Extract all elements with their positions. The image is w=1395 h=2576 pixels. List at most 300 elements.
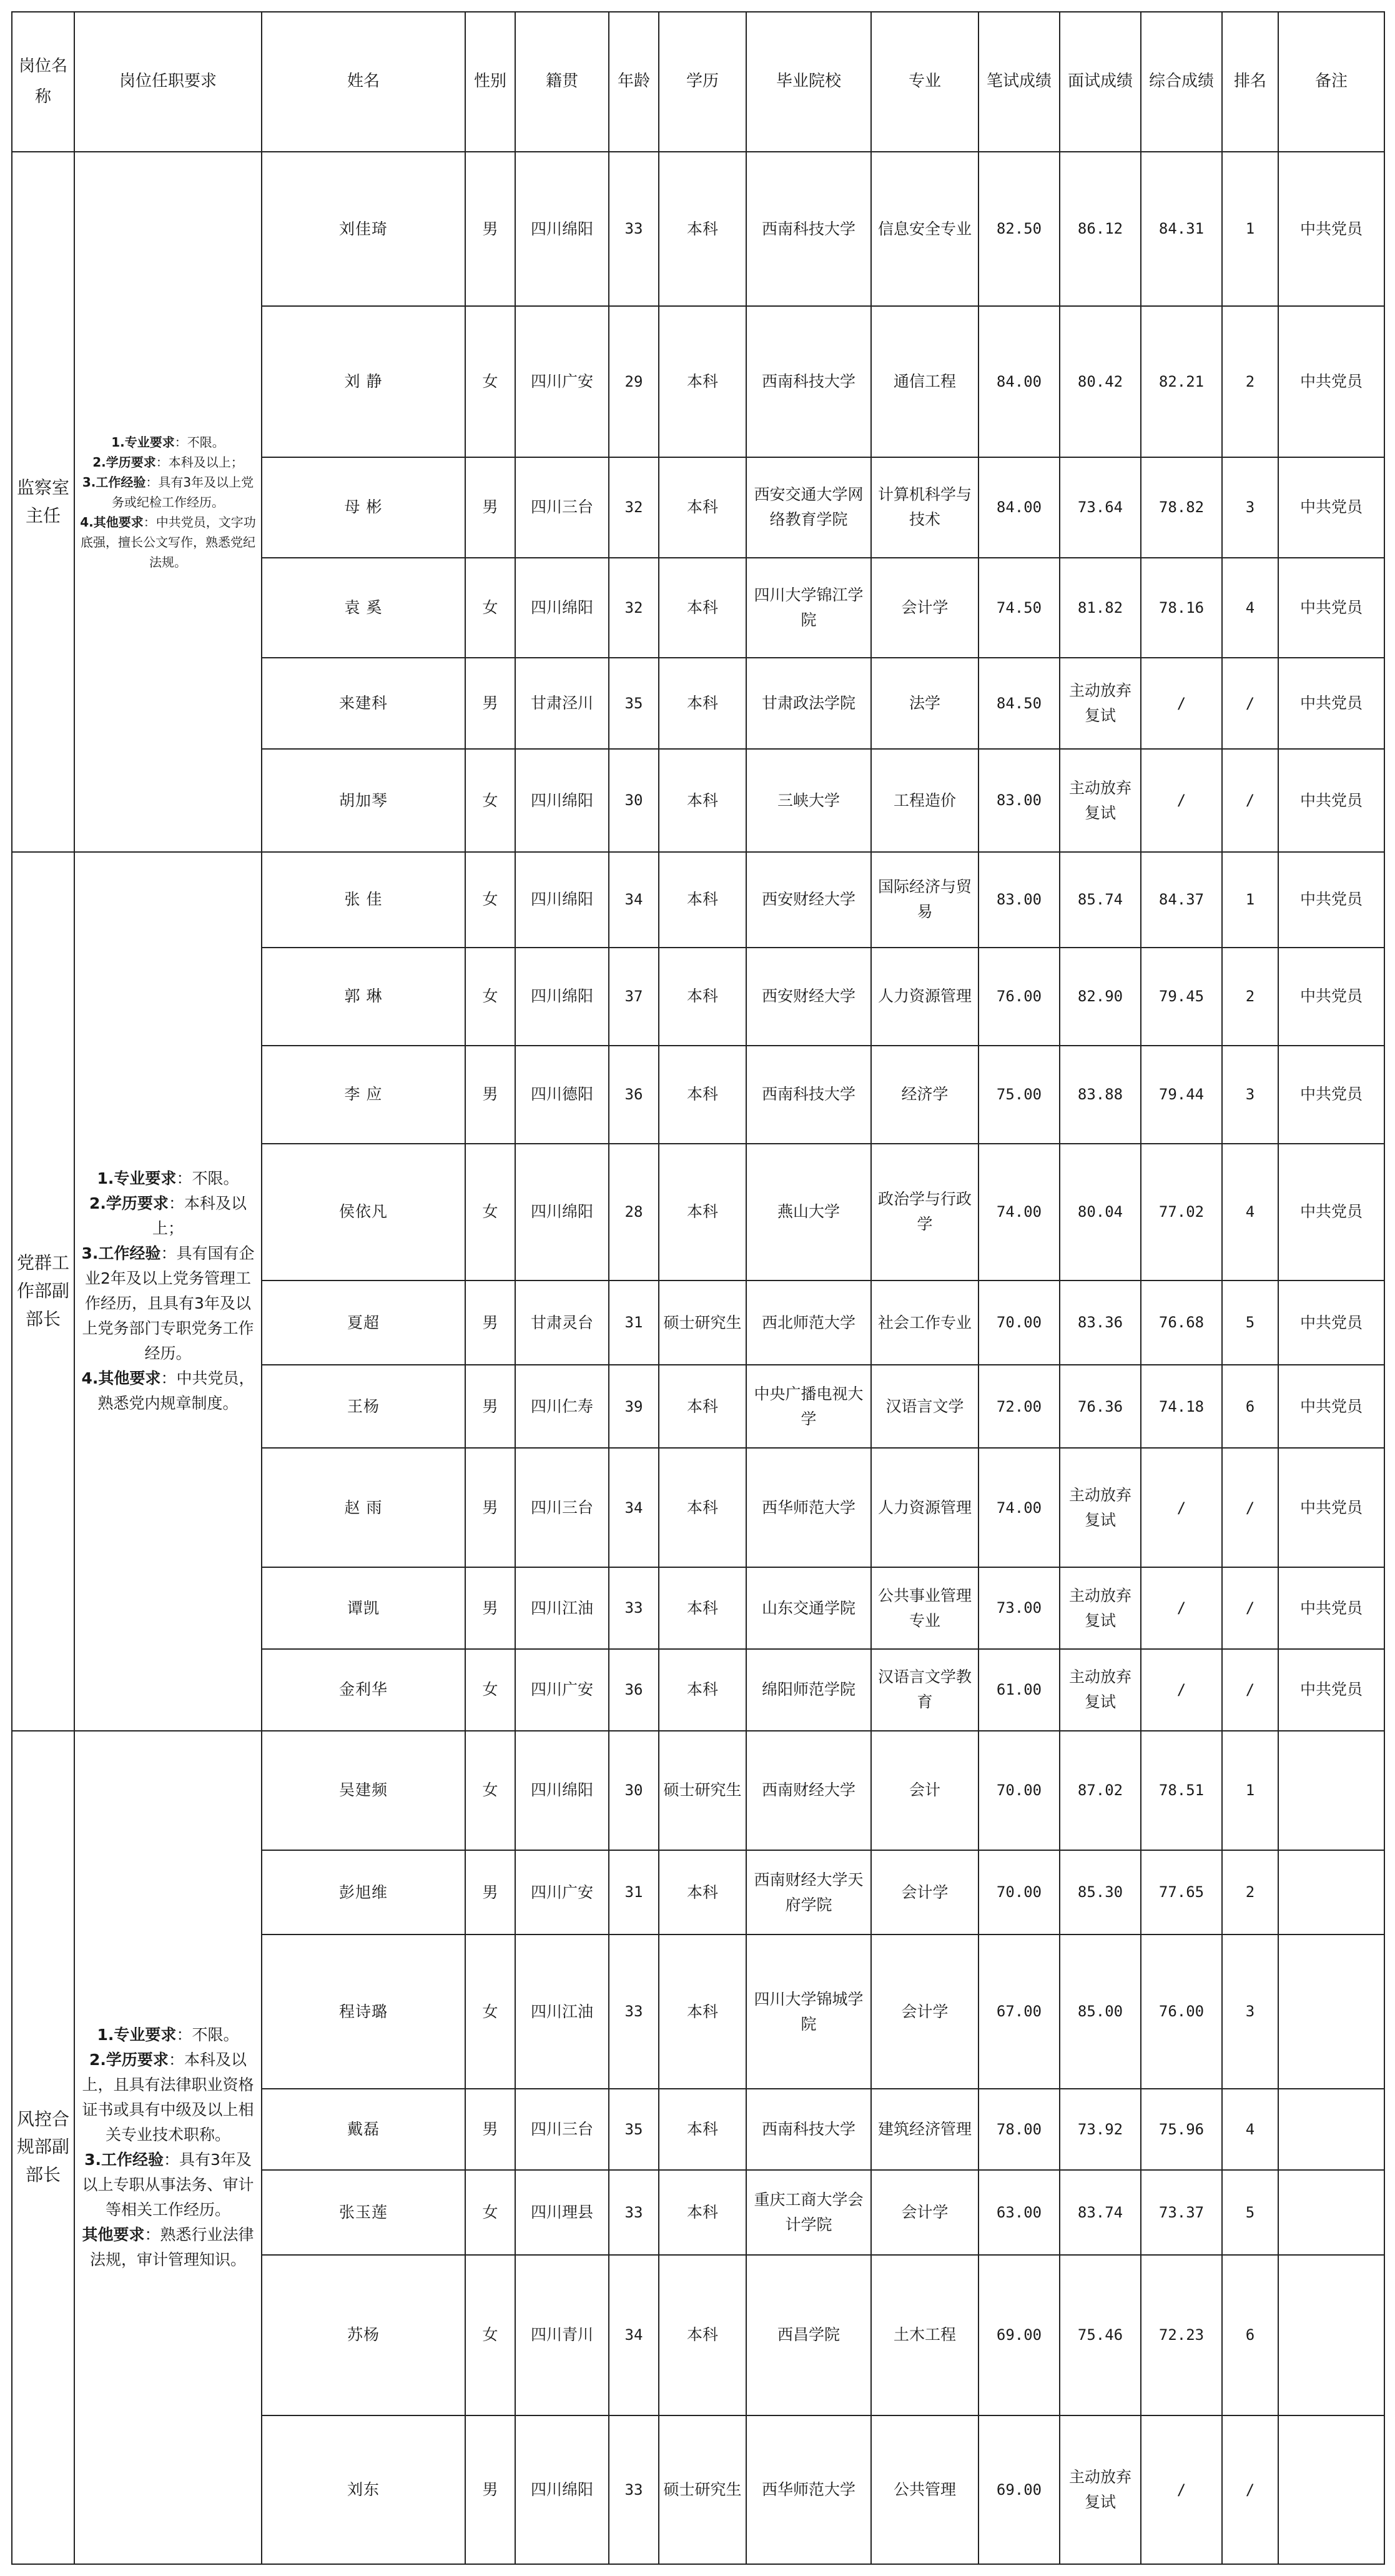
total-score-cell: 79.44 (1141, 1046, 1222, 1144)
origin-cell: 四川绵阳 (515, 1731, 609, 1850)
note-cell: 中共党员 (1278, 1144, 1384, 1281)
requirement-value: ：不限。 (174, 434, 225, 450)
table-body (12, 152, 1384, 2564)
requirement-item (79, 432, 257, 452)
edu-cell: 硕士研究生 (659, 2415, 746, 2564)
written-score-cell: 75.00 (978, 1046, 1060, 1144)
requirement-value: ：本科及以上，且具有法律职业资格证书或具有中级及以上相关专业技术职称。 (82, 2050, 254, 2144)
rank-cell: 3 (1222, 1934, 1278, 2088)
edu-cell: 本科 (659, 306, 746, 457)
interview-score-cell: 85.30 (1060, 1850, 1141, 1935)
note-cell: 中共党员 (1278, 558, 1384, 658)
age-cell: 30 (609, 749, 659, 852)
written-score-cell: 83.00 (978, 852, 1060, 948)
school-cell: 西安交通大学网络教育学院 (746, 457, 871, 558)
requirement-key: 4.其他要求 (80, 514, 144, 530)
rank-cell: 6 (1222, 1365, 1278, 1448)
column-header: 排名 (1222, 12, 1278, 152)
major-cell: 经济学 (871, 1046, 978, 1144)
requirement-item (79, 1366, 257, 1416)
table-row (12, 152, 1384, 306)
header-row (12, 12, 1384, 152)
origin-cell: 四川绵阳 (515, 2415, 609, 2564)
age-cell: 35 (609, 658, 659, 749)
interview-score-cell: 82.90 (1060, 948, 1141, 1046)
gender-cell: 男 (465, 1850, 515, 1935)
written-score-cell: 69.00 (978, 2415, 1060, 2564)
school-cell: 西北师范大学 (746, 1281, 871, 1365)
school-cell: 三峡大学 (746, 749, 871, 852)
school-cell: 甘肃政法学院 (746, 658, 871, 749)
column-header: 年龄 (609, 12, 659, 152)
edu-cell: 本科 (659, 1448, 746, 1567)
gender-cell: 男 (465, 2415, 515, 2564)
total-score-cell: / (1141, 658, 1222, 749)
column-header: 姓名 (262, 12, 465, 152)
name-cell: 张 佳 (262, 852, 465, 948)
requirement-key: 2.学历要求 (89, 1194, 169, 1213)
total-score-cell: 84.31 (1141, 152, 1222, 306)
requirement-value: ：不限。 (176, 1169, 239, 1188)
total-score-cell: 82.21 (1141, 306, 1222, 457)
edu-cell: 本科 (659, 948, 746, 1046)
note-cell: 中共党员 (1278, 749, 1384, 852)
note-cell (1278, 2415, 1384, 2564)
requirement-key: 1.专业要求 (111, 434, 175, 450)
name-cell: 吴建频 (262, 1731, 465, 1850)
rank-cell: 2 (1222, 1850, 1278, 1935)
edu-cell: 本科 (659, 1046, 746, 1144)
origin-cell: 四川绵阳 (515, 749, 609, 852)
edu-cell: 本科 (659, 1365, 746, 1448)
column-header: 笔试成绩 (978, 12, 1060, 152)
major-cell: 会计学 (871, 2170, 978, 2255)
total-score-cell: 79.45 (1141, 948, 1222, 1046)
note-cell (1278, 1731, 1384, 1850)
edu-cell: 本科 (659, 658, 746, 749)
written-score-cell: 69.00 (978, 2255, 1060, 2415)
column-header: 性别 (465, 12, 515, 152)
gender-cell: 女 (465, 1934, 515, 2088)
school-cell: 西南财经大学 (746, 1731, 871, 1850)
note-cell (1278, 2089, 1384, 2171)
gender-cell: 女 (465, 2255, 515, 2415)
total-score-cell: 77.02 (1141, 1144, 1222, 1281)
written-score-cell: 70.00 (978, 1731, 1060, 1850)
school-cell: 西南科技大学 (746, 306, 871, 457)
requirement-item (79, 452, 257, 472)
requirement-key: 4.其他要求 (81, 1369, 161, 1388)
note-cell (1278, 2170, 1384, 2255)
name-cell: 刘东 (262, 2415, 465, 2564)
name-cell: 刘 静 (262, 306, 465, 457)
age-cell: 36 (609, 1649, 659, 1731)
written-score-cell: 63.00 (978, 2170, 1060, 2255)
name-cell: 谭凯 (262, 1567, 465, 1649)
edu-cell: 本科 (659, 558, 746, 658)
interview-score-cell: 83.88 (1060, 1046, 1141, 1144)
total-score-cell: 76.68 (1141, 1281, 1222, 1365)
note-cell: 中共党员 (1278, 1046, 1384, 1144)
age-cell: 33 (609, 1567, 659, 1649)
interview-score-cell: 76.36 (1060, 1365, 1141, 1448)
requirements-cell (74, 852, 262, 1731)
total-score-cell: 76.00 (1141, 1934, 1222, 2088)
name-cell: 来建科 (262, 658, 465, 749)
school-cell: 西南科技大学 (746, 1046, 871, 1144)
age-cell: 35 (609, 2089, 659, 2171)
origin-cell: 甘肃灵台 (515, 1281, 609, 1365)
requirement-value: ：中共党员，文字功底强，擅长公文写作，熟悉党纪法规。 (81, 514, 256, 570)
school-cell: 西华师范大学 (746, 1448, 871, 1567)
age-cell: 31 (609, 1281, 659, 1365)
name-cell: 赵 雨 (262, 1448, 465, 1567)
edu-cell: 本科 (659, 1144, 746, 1281)
name-cell: 郭 琳 (262, 948, 465, 1046)
edu-cell: 本科 (659, 2170, 746, 2255)
note-cell (1278, 2255, 1384, 2415)
age-cell: 36 (609, 1046, 659, 1144)
name-cell: 程诗璐 (262, 1934, 465, 2088)
table-row (12, 852, 1384, 948)
origin-cell: 四川理县 (515, 2170, 609, 2255)
requirement-item (79, 1241, 257, 1366)
age-cell: 30 (609, 1731, 659, 1850)
edu-cell: 硕士研究生 (659, 1731, 746, 1850)
name-cell: 夏超 (262, 1281, 465, 1365)
name-cell: 金利华 (262, 1649, 465, 1731)
edu-cell: 本科 (659, 1567, 746, 1649)
written-score-cell: 82.50 (978, 152, 1060, 306)
rank-cell: / (1222, 658, 1278, 749)
age-cell: 37 (609, 948, 659, 1046)
rank-cell: 4 (1222, 2089, 1278, 2171)
name-cell: 侯依凡 (262, 1144, 465, 1281)
edu-cell: 本科 (659, 457, 746, 558)
age-cell: 33 (609, 152, 659, 306)
written-score-cell: 74.00 (978, 1448, 1060, 1567)
rank-cell: 3 (1222, 1046, 1278, 1144)
rank-cell: 6 (1222, 2255, 1278, 2415)
major-cell: 会计学 (871, 558, 978, 658)
school-cell: 西安财经大学 (746, 948, 871, 1046)
gender-cell: 男 (465, 658, 515, 749)
school-cell: 燕山大学 (746, 1144, 871, 1281)
note-cell: 中共党员 (1278, 1365, 1384, 1448)
origin-cell: 四川广安 (515, 1649, 609, 1731)
edu-cell: 本科 (659, 1850, 746, 1935)
written-score-cell: 73.00 (978, 1567, 1060, 1649)
note-cell: 中共党员 (1278, 658, 1384, 749)
requirement-key: 2.学历要求 (89, 2050, 169, 2069)
interview-score-cell: 83.36 (1060, 1281, 1141, 1365)
age-cell: 29 (609, 306, 659, 457)
total-score-cell: 72.23 (1141, 2255, 1222, 2415)
name-cell: 彭旭维 (262, 1850, 465, 1935)
major-cell: 法学 (871, 658, 978, 749)
major-cell: 信息安全专业 (871, 152, 978, 306)
note-cell (1278, 1850, 1384, 1935)
rank-cell: 3 (1222, 457, 1278, 558)
school-cell: 重庆工商大学会计学院 (746, 2170, 871, 2255)
requirement-value: ：具有3年及以上党务或纪检工作经历。 (112, 474, 254, 510)
note-cell: 中共党员 (1278, 152, 1384, 306)
origin-cell: 四川三台 (515, 1448, 609, 1567)
rank-cell: 1 (1222, 1731, 1278, 1850)
edu-cell: 本科 (659, 2089, 746, 2171)
name-cell: 胡加琴 (262, 749, 465, 852)
name-cell: 苏杨 (262, 2255, 465, 2415)
column-header: 面试成绩 (1060, 12, 1141, 152)
rank-cell: 5 (1222, 2170, 1278, 2255)
written-score-cell: 76.00 (978, 948, 1060, 1046)
requirement-item (79, 1191, 257, 1241)
column-header: 岗位名称 (12, 12, 74, 152)
written-score-cell: 74.00 (978, 1144, 1060, 1281)
written-score-cell: 67.00 (978, 1934, 1060, 2088)
rank-cell: 4 (1222, 1144, 1278, 1281)
requirement-key: 1.专业要求 (97, 1169, 177, 1188)
edu-cell: 硕士研究生 (659, 1281, 746, 1365)
rank-cell: 2 (1222, 306, 1278, 457)
total-score-cell: 77.65 (1141, 1850, 1222, 1935)
rank-cell: / (1222, 1649, 1278, 1731)
major-cell: 汉语言文学教育 (871, 1649, 978, 1731)
requirement-item (79, 472, 257, 512)
gender-cell: 男 (465, 2089, 515, 2171)
name-cell: 戴磊 (262, 2089, 465, 2171)
major-cell: 人力资源管理 (871, 948, 978, 1046)
gender-cell: 女 (465, 2170, 515, 2255)
origin-cell: 四川德阳 (515, 1046, 609, 1144)
name-cell: 刘佳琦 (262, 152, 465, 306)
written-score-cell: 61.00 (978, 1649, 1060, 1731)
gender-cell: 男 (465, 1281, 515, 1365)
interview-score-cell: 主动放弃复试 (1060, 2415, 1141, 2564)
age-cell: 32 (609, 558, 659, 658)
name-cell: 李 应 (262, 1046, 465, 1144)
written-score-cell: 70.00 (978, 1850, 1060, 1935)
major-cell: 工程造价 (871, 749, 978, 852)
note-cell: 中共党员 (1278, 948, 1384, 1046)
age-cell: 33 (609, 2415, 659, 2564)
note-cell: 中共党员 (1278, 1649, 1384, 1731)
total-score-cell: 84.37 (1141, 852, 1222, 948)
written-score-cell: 84.50 (978, 658, 1060, 749)
written-score-cell: 84.00 (978, 457, 1060, 558)
origin-cell: 四川广安 (515, 1850, 609, 1935)
requirement-key: 3.工作经验 (81, 1244, 161, 1263)
major-cell: 汉语言文学 (871, 1365, 978, 1448)
note-cell: 中共党员 (1278, 457, 1384, 558)
school-cell: 中央广播电视大学 (746, 1365, 871, 1448)
age-cell: 28 (609, 1144, 659, 1281)
written-score-cell: 74.50 (978, 558, 1060, 658)
gender-cell: 男 (465, 1567, 515, 1649)
note-cell (1278, 1934, 1384, 2088)
interview-score-cell: 86.12 (1060, 152, 1141, 306)
total-score-cell: 78.82 (1141, 457, 1222, 558)
column-header: 籍贯 (515, 12, 609, 152)
note-cell: 中共党员 (1278, 1448, 1384, 1567)
column-header: 综合成绩 (1141, 12, 1222, 152)
origin-cell: 四川绵阳 (515, 852, 609, 948)
age-cell: 33 (609, 2170, 659, 2255)
gender-cell: 男 (465, 457, 515, 558)
age-cell: 33 (609, 1934, 659, 2088)
school-cell: 四川大学锦城学院 (746, 1934, 871, 2088)
requirement-item (79, 512, 257, 572)
column-header: 毕业院校 (746, 12, 871, 152)
edu-cell: 本科 (659, 152, 746, 306)
major-cell: 会计学 (871, 1850, 978, 1935)
edu-cell: 本科 (659, 1934, 746, 2088)
note-cell: 中共党员 (1278, 852, 1384, 948)
school-cell: 绵阳师范学院 (746, 1649, 871, 1731)
major-cell: 会计 (871, 1731, 978, 1850)
major-cell: 土木工程 (871, 2255, 978, 2415)
rank-cell: / (1222, 1448, 1278, 1567)
interview-score-cell: 85.00 (1060, 1934, 1141, 2088)
school-cell: 西安财经大学 (746, 852, 871, 948)
edu-cell: 本科 (659, 2255, 746, 2415)
major-cell: 国际经济与贸易 (871, 852, 978, 948)
origin-cell: 四川仁寿 (515, 1365, 609, 1448)
interview-score-cell: 73.64 (1060, 457, 1141, 558)
post-name-cell: 党群工作部副部长 (12, 852, 74, 1731)
school-cell: 四川大学锦江学院 (746, 558, 871, 658)
name-cell: 张玉莲 (262, 2170, 465, 2255)
gender-cell: 女 (465, 749, 515, 852)
requirement-key: 2.学历要求 (92, 454, 156, 470)
name-cell: 王杨 (262, 1365, 465, 1448)
column-header: 专业 (871, 12, 978, 152)
school-cell: 西南科技大学 (746, 152, 871, 306)
major-cell: 公共事业管理专业 (871, 1567, 978, 1649)
requirements-cell (74, 152, 262, 852)
requirement-item (79, 1166, 257, 1191)
written-score-cell: 83.00 (978, 749, 1060, 852)
school-cell: 西华师范大学 (746, 2415, 871, 2564)
gender-cell: 女 (465, 1144, 515, 1281)
rank-cell: 5 (1222, 1281, 1278, 1365)
total-score-cell: 78.16 (1141, 558, 1222, 658)
gender-cell: 女 (465, 1649, 515, 1731)
interview-score-cell: 主动放弃复试 (1060, 749, 1141, 852)
requirement-item (79, 2147, 257, 2222)
major-cell: 通信工程 (871, 306, 978, 457)
origin-cell: 四川绵阳 (515, 1144, 609, 1281)
origin-cell: 甘肃泾川 (515, 658, 609, 749)
gender-cell: 女 (465, 306, 515, 457)
requirement-value: ：本科及以上； (155, 454, 244, 470)
interview-score-cell: 73.92 (1060, 2089, 1141, 2171)
requirement-value: ：中共党员，熟悉党内规章制度。 (97, 1369, 255, 1413)
rank-cell: 4 (1222, 558, 1278, 658)
origin-cell: 四川绵阳 (515, 152, 609, 306)
age-cell: 34 (609, 2255, 659, 2415)
interview-score-cell: 80.42 (1060, 306, 1141, 457)
interview-score-cell: 主动放弃复试 (1060, 1448, 1141, 1567)
requirement-key: 3.工作经验 (84, 2150, 164, 2169)
gender-cell: 女 (465, 1731, 515, 1850)
requirement-value: ：具有国有企业2年及以上党务管理工作经历，且具有3年及以上党务部门专职党务工作经历。 (82, 1244, 255, 1363)
requirements-cell (74, 1731, 262, 2564)
age-cell: 34 (609, 1448, 659, 1567)
note-cell: 中共党员 (1278, 306, 1384, 457)
name-cell: 母 彬 (262, 457, 465, 558)
edu-cell: 本科 (659, 852, 746, 948)
interview-score-cell: 75.46 (1060, 2255, 1141, 2415)
interview-score-cell: 83.74 (1060, 2170, 1141, 2255)
gender-cell: 男 (465, 1365, 515, 1448)
rank-cell: / (1222, 1567, 1278, 1649)
rank-cell: / (1222, 749, 1278, 852)
gender-cell: 女 (465, 558, 515, 658)
written-score-cell: 78.00 (978, 2089, 1060, 2171)
school-cell: 西昌学院 (746, 2255, 871, 2415)
requirement-item (79, 2023, 257, 2048)
column-header: 岗位任职要求 (74, 12, 262, 152)
written-score-cell: 72.00 (978, 1365, 1060, 1448)
major-cell: 人力资源管理 (871, 1448, 978, 1567)
interview-score-cell: 主动放弃复试 (1060, 1567, 1141, 1649)
written-score-cell: 70.00 (978, 1281, 1060, 1365)
note-cell: 中共党员 (1278, 1567, 1384, 1649)
gender-cell: 男 (465, 1046, 515, 1144)
major-cell: 建筑经济管理 (871, 2089, 978, 2171)
total-score-cell: / (1141, 2415, 1222, 2564)
origin-cell: 四川青川 (515, 2255, 609, 2415)
column-header: 学历 (659, 12, 746, 152)
requirement-value: ：具有3年及以上专职从事法务、审计等相关工作经历。 (82, 2150, 254, 2219)
interview-score-cell: 87.02 (1060, 1731, 1141, 1850)
gender-cell: 男 (465, 152, 515, 306)
age-cell: 31 (609, 1850, 659, 1935)
requirement-item (79, 2222, 257, 2272)
results-table (11, 11, 1385, 2565)
table-row (12, 1731, 1384, 1850)
interview-score-cell: 80.04 (1060, 1144, 1141, 1281)
major-cell: 政治学与行政学 (871, 1144, 978, 1281)
origin-cell: 四川广安 (515, 306, 609, 457)
gender-cell: 女 (465, 852, 515, 948)
written-score-cell: 84.00 (978, 306, 1060, 457)
gender-cell: 女 (465, 948, 515, 1046)
requirement-key: 3.工作经验 (82, 474, 146, 490)
origin-cell: 四川三台 (515, 457, 609, 558)
rank-cell: 1 (1222, 852, 1278, 948)
school-cell: 山东交通学院 (746, 1567, 871, 1649)
name-cell: 袁 奚 (262, 558, 465, 658)
age-cell: 34 (609, 852, 659, 948)
major-cell: 会计学 (871, 1934, 978, 2088)
interview-score-cell: 主动放弃复试 (1060, 1649, 1141, 1731)
requirement-item (79, 2048, 257, 2147)
edu-cell: 本科 (659, 1649, 746, 1731)
rank-cell: 1 (1222, 152, 1278, 306)
requirement-key: 1.专业要求 (97, 2025, 177, 2044)
edu-cell: 本科 (659, 749, 746, 852)
origin-cell: 四川绵阳 (515, 558, 609, 658)
total-score-cell: / (1141, 749, 1222, 852)
post-name-cell: 风控合规部副部长 (12, 1731, 74, 2564)
school-cell: 西南科技大学 (746, 2089, 871, 2171)
total-score-cell: 75.96 (1141, 2089, 1222, 2171)
interview-score-cell: 81.82 (1060, 558, 1141, 658)
rank-cell: 2 (1222, 948, 1278, 1046)
total-score-cell: 78.51 (1141, 1731, 1222, 1850)
